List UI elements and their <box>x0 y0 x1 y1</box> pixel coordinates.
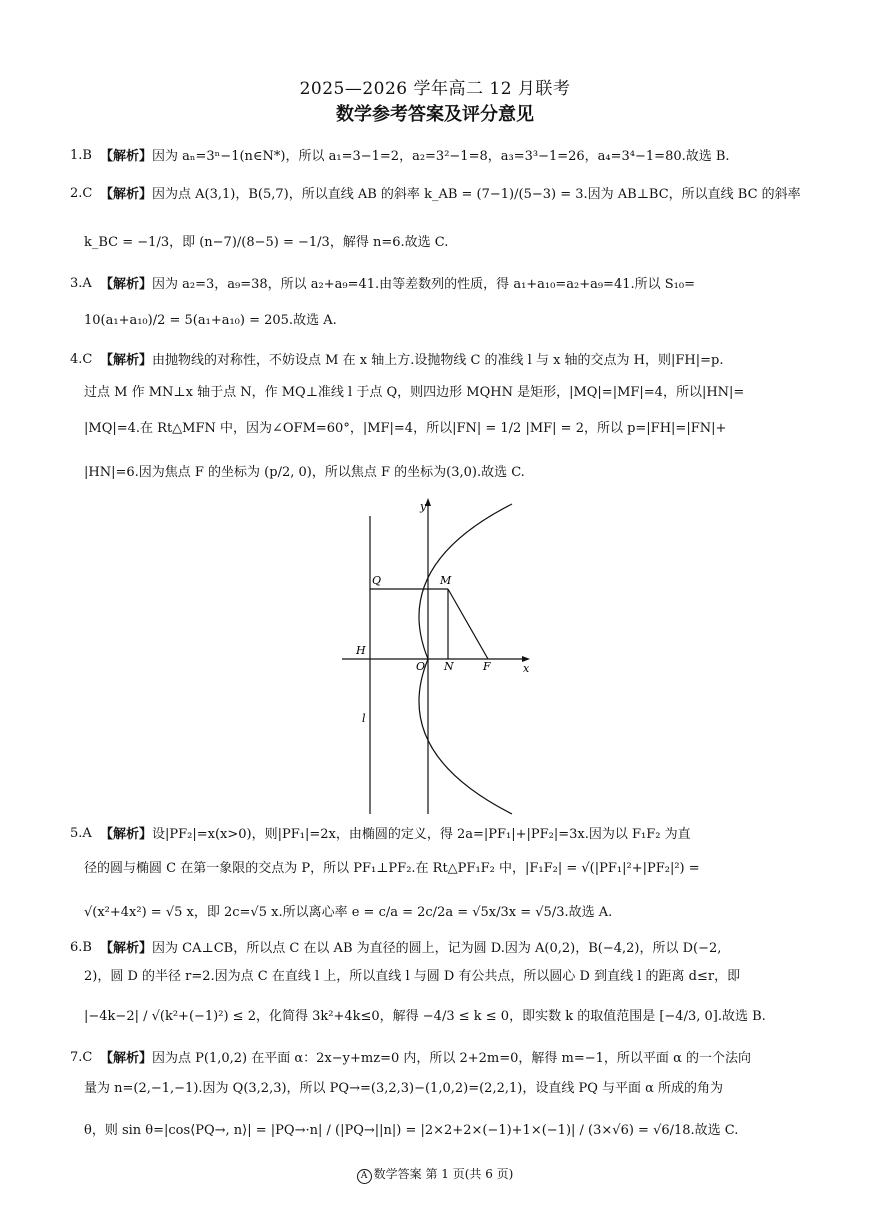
label-x: x <box>523 662 530 675</box>
item-3-tag: 【解析】 <box>100 277 153 292</box>
item-1-line-1 <box>100 148 820 166</box>
item-4-line-4: |HN|=6.因为焦点 F 的坐标为 (p/2, 0)，所以焦点 F 的坐标为(3,0).故选 C. <box>84 465 525 480</box>
segment-mf <box>448 589 488 659</box>
document-title: 数学参考答案及评分意见 <box>336 104 534 125</box>
item-2-line-1 <box>100 186 820 204</box>
item-2-tag: 【解析】 <box>100 187 153 202</box>
item-6-line-3: |−4k−2| / √(k²+(−1)²) ≤ 2，化简得 3k²+4k≤0，解得 −4/3 ≤ k ≤ 0，即实数 k 的取值范围是 [−4/3, 0].故选 B. <box>84 1009 766 1024</box>
label-o: O <box>416 660 426 673</box>
item-5-line-2: 径的圆与椭圆 C 在第一象限的交点为 P，所以 PF₁⊥PF₂.在 Rt△PF₁F₂ 中，|F₁F₂| = √(|PF₁|²+|PF₂|²) = <box>84 861 700 876</box>
footer-text: 数学答案 第 1 页(共 6 页) <box>373 1167 514 1181</box>
label-l: l <box>362 712 366 725</box>
item-4-line-3: |MQ|=4.在 Rt△MFN 中，因为∠OFM=60°，|MF|=4，所以|FN| = 1/2 |MF| = 2，所以 p=|FH|=|FN|+ <box>84 421 727 436</box>
label-m: M <box>440 574 452 587</box>
item-4-line-2: 过点 M 作 MN⊥x 轴于点 N，作 MQ⊥准线 l 于点 Q，则四边形 MQHN 是矩形，|MQ|=|MF|=4，所以|HN|= <box>84 385 745 400</box>
item-5-number: 5.A <box>70 826 92 841</box>
item-4-tag: 【解析】 <box>100 353 153 368</box>
item-7-text-1: 因为点 P(1,0,2) 在平面 α：2x−y+mz=0 内，所以 2+2m=0，解得 m=−1，所以平面 α 的一个法向 <box>152 1051 751 1066</box>
item-7-line-2: 量为 n=(2,−1,−1).因为 Q(3,2,3)，所以 PQ→=(3,2,3)−(1,0,2)=(2,2,1)，设直线 PQ 与平面 α 所成的角为 <box>84 1081 724 1096</box>
parabola-figure <box>330 496 550 816</box>
item-3-line-2: 10(a₁+a₁₀)/2 = 5(a₁+a₁₀) = 205.故选 A. <box>84 313 337 328</box>
item-3-number: 3.A <box>70 276 92 291</box>
label-y: y <box>420 500 427 513</box>
item-5-line-3: √(x²+4x²) = √5 x，即 2c=√5 x.所以离心率 e = c/a = 2c/2a = √5x/3x = √5/3.故选 A. <box>84 905 613 920</box>
item-2-line-2: k_BC = −1/3，即 (n−7)/(8−5) = −1/3，解得 n=6.故选 C. <box>84 235 449 250</box>
label-h: H <box>356 644 366 657</box>
item-6-line-1 <box>100 940 820 958</box>
item-4-number: 4.C <box>70 352 93 367</box>
label-n: N <box>444 660 454 673</box>
item-7-line-1 <box>100 1050 820 1068</box>
label-f: F <box>483 660 491 673</box>
item-1-text: 因为 aₙ=3ⁿ−1(n∈N*)，所以 a₁=3−1=2，a₂=3²−1=8，a₃=3³−1=26，a₄=3⁴−1=80.故选 B. <box>152 149 730 164</box>
page-footer <box>0 1165 870 1184</box>
item-5-text-1: 设|PF₂|=x(x>0)，则|PF₁|=2x，由椭圆的定义，得 2a=|PF₁|+|PF₂|=3x.因为以 F₁F₂ 为直 <box>152 827 691 842</box>
item-3-text-1: 因为 a₂=3，a₉=38，所以 a₂+a₉=41.由等差数列的性质，得 a₁+a₁₀=a₂+a₉=41.所以 S₁₀= <box>152 277 695 292</box>
item-3-line-1 <box>100 276 820 294</box>
item-2-text-1: 因为点 A(3,1)，B(5,7)，所以直线 AB 的斜率 k_AB = (7−1)/(5−3) = 3.因为 AB⊥BC，所以直线 BC 的斜率 <box>152 187 801 202</box>
item-6-text-1: 因为 CA⊥CB，所以点 C 在以 AB 为直径的圆上，记为圆 D.因为 A(0,2)，B(−4,2)，所以 D(−2, <box>152 941 722 956</box>
item-4-line-1 <box>100 352 820 370</box>
item-4-text-1: 由抛物线的对称性，不妨设点 M 在 x 轴上方.设抛物线 C 的准线 l 与 x 轴的交点为 H，则|FH|=p. <box>152 353 724 368</box>
item-6-number: 6.B <box>70 940 92 955</box>
item-2-number: 2.C <box>70 186 93 201</box>
label-q: Q <box>372 574 382 587</box>
item-1-number: 1.B <box>70 148 92 163</box>
item-7-line-3: θ，则 sin θ=|cos⟨PQ→, n⟩| = |PQ→·n| / (|PQ→||n|) = |2×2+2×(−1)+1×(−1)| / (3×√6) = √6/18.故选 C. <box>84 1123 739 1138</box>
item-5-line-1 <box>100 826 820 844</box>
item-7-number: 7.C <box>70 1050 93 1065</box>
item-6-tag: 【解析】 <box>100 941 153 956</box>
exam-title: 2025—2026 学年高二 12 月联考 <box>299 79 571 99</box>
item-7-tag: 【解析】 <box>100 1051 153 1066</box>
item-5-tag: 【解析】 <box>100 827 153 842</box>
footer-circle-mark: A <box>357 1169 372 1184</box>
item-6-line-2: 2)，圆 D 的半径 r=2.因为点 C 在直线 l 上，所以直线 l 与圆 D 有公共点，所以圆心 D 到直线 l 的距离 d≤r，即 <box>84 969 741 984</box>
item-1-tag: 【解析】 <box>100 149 153 164</box>
